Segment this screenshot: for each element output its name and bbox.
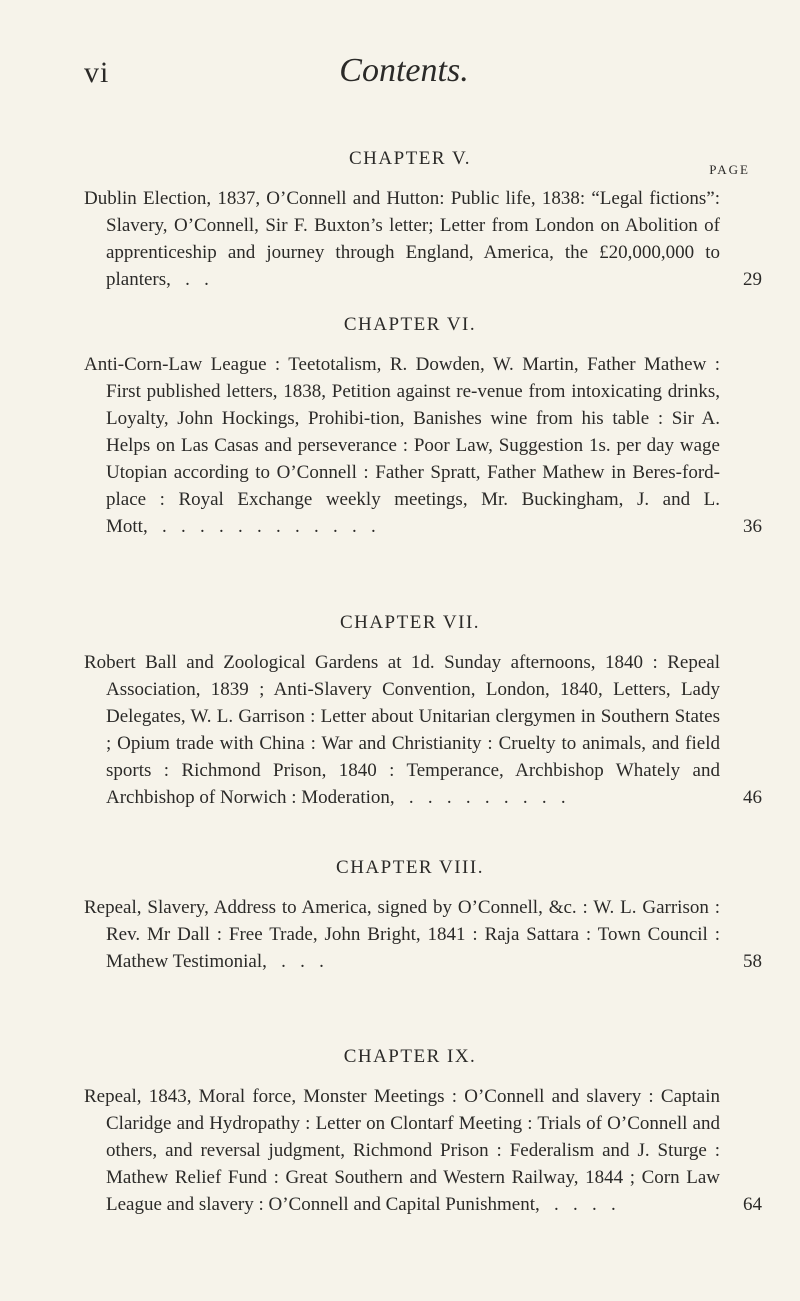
- chapter-9: [84, 1046, 776, 1218]
- chapter-summary: [84, 185, 776, 293]
- chapter-summary: [84, 351, 776, 540]
- chapter-heading: CHAPTER VII.: [339, 612, 481, 633]
- chapter-8: [84, 857, 776, 975]
- chapter-heading: CHAPTER VI.: [343, 314, 477, 335]
- chapter-summary-text: Dublin Election, 1837, O’Connell and Hutton: Public life, 1838: “Legal fictions”: Slavery, O’Connell, Sir F. Buxton’s letter; Letter from London on Abolition of apprenticeship and journey through England, America, the £20,000,000 to planters, . .: [84, 188, 720, 290]
- chapter-summary-text: Repeal, Slavery, Address to America, signed by O’Connell, &c. : W. L. Garrison : Rev. Mr Dall : Free Trade, John Bright, 1841 : Raja Sattara : Town Council : Mathew Testimonial, . . .: [84, 897, 720, 972]
- chapter-heading: CHAPTER IX.: [343, 1046, 477, 1067]
- page-number: vi: [84, 56, 110, 89]
- chapter-5: [84, 148, 776, 293]
- chapter-6: [84, 314, 776, 540]
- chapter-summary: [84, 894, 776, 975]
- chapter-page-number: 46: [743, 787, 762, 808]
- chapter-summary: [84, 649, 776, 811]
- page-column-label: PAGE: [709, 162, 750, 177]
- chapter-summary-text: Repeal, 1843, Moral force, Monster Meetings : O’Connell and slavery : Captain Claridge and Hydropathy : Letter on Clontarf Meeting : Trials of O’Connell and others, and reversal judgment, Richmond Prison : Federalism and J. Sturge : Mathew Relief Fund : Great Southern and Western Railway, 1844 ; Corn Law League and slavery : O’Connell and Capital Punishment, . . . .: [84, 1086, 720, 1215]
- chapter-page-number: 29: [743, 269, 762, 290]
- chapter-heading: CHAPTER VIII.: [336, 857, 484, 878]
- chapter-summary: [84, 1083, 776, 1218]
- chapter-page-number: 64: [743, 1194, 762, 1215]
- chapter-heading: CHAPTER V.: [349, 148, 471, 169]
- chapter-summary-text: Anti-Corn-Law League : Teetotalism, R. Dowden, W. Martin, Father Mathew : First published letters, 1838, Petition against re-venue from intoxicating drinks, Loyalty, John Hockings, Prohibi-tion, Banishes wine from his table : Sir A. Helps on Las Casas and perseverance : Poor Law, Suggestion 1s. per day wage Utopian according to O’Connell : Father Spratt, Father Mathew in Beres-ford-place : Royal Exchange weekly meetings, Mr. Buckingham, J. and L. Mott, . . . . . . . . . . . .: [84, 354, 720, 537]
- chapter-page-number: 36: [743, 516, 762, 537]
- chapter-summary-text: Robert Ball and Zoological Gardens at 1d. Sunday afternoons, 1840 : Repeal Association, 1839 ; Anti-Slavery Convention, London, 1840, Letters, Lady Delegates, W. L. Garrison : Letter about Unitarian clergymen in Southern States ; Opium trade with China : War and Christianity : Cruelty to animals, and field sports : Richmond Prison, 1840 : Temperance, Archbishop Whately and Archbishop of Norwich : Moderation, . . . . . . . . .: [84, 652, 720, 808]
- running-head: [84, 50, 724, 100]
- chapter-page-number: 58: [743, 951, 762, 972]
- page-title: Contents.: [339, 52, 469, 89]
- chapter-7: [84, 612, 776, 811]
